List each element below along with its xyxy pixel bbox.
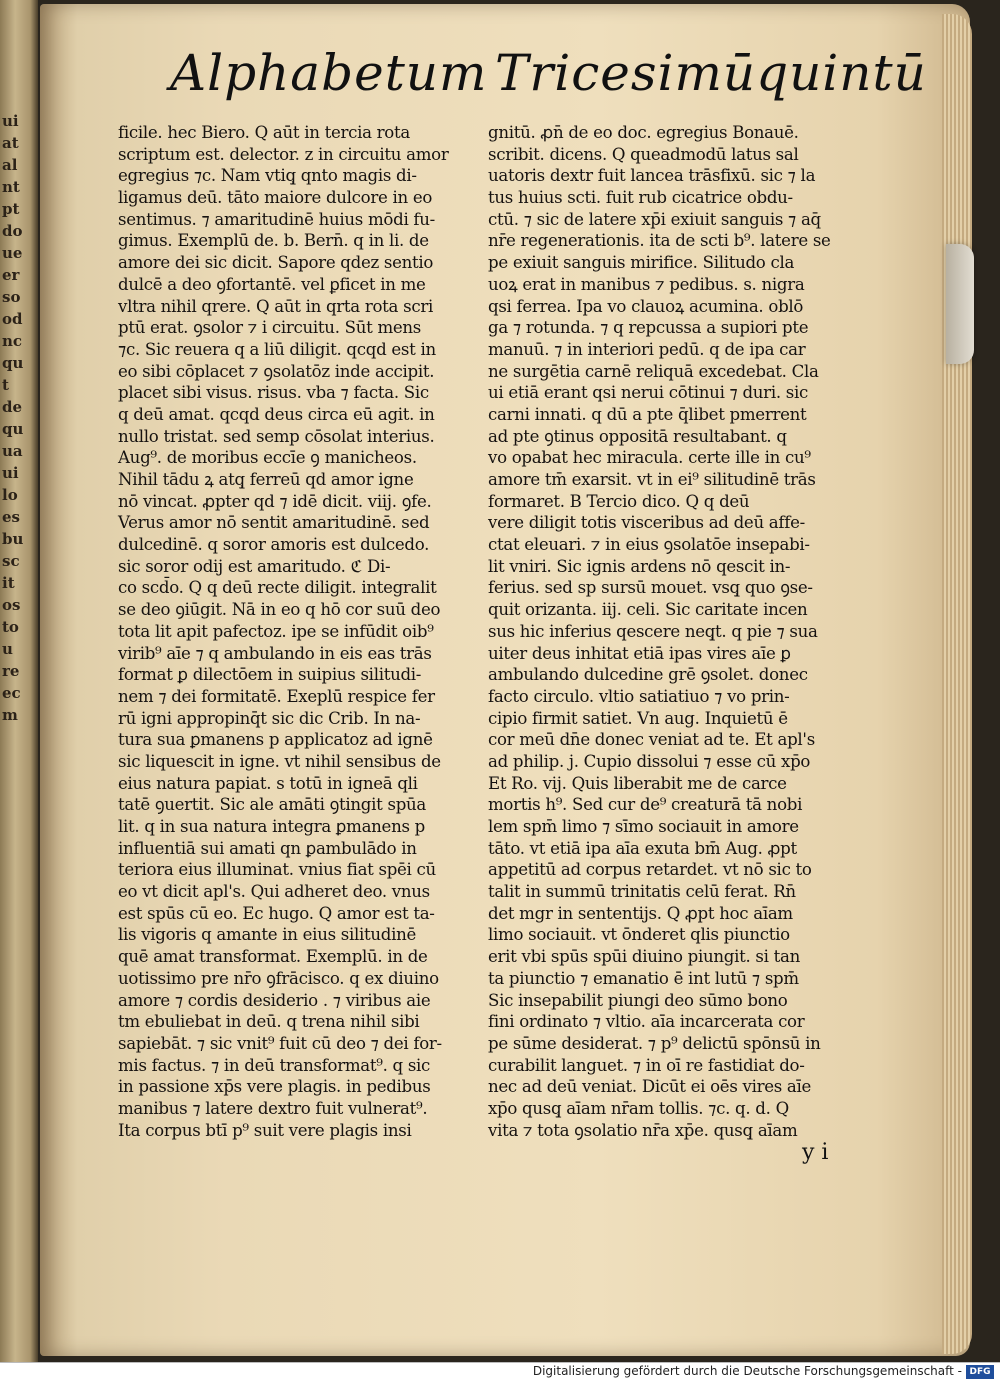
text-line: sic liquescit in igne. vt nihil sensibus de (118, 751, 441, 771)
text-line: vltra nihil qrere. Q aūt in qrta rota scri (118, 296, 433, 316)
text-line: scriptum est. delector. z in circuitu amor (118, 144, 449, 164)
left-text-column (118, 122, 468, 1141)
text-line: Verus amor nō sentit amaritudinē. sed (118, 513, 430, 533)
text-line: uatoris dextr fuit lancea trāsfixū. sic ⁊ la (488, 166, 816, 186)
text-line: gimus. Exemplū de. b. Bern̄. q in li. de (118, 231, 429, 251)
text-line: nō vincat. ꝓpter qd ⁊ idē dicit. viij. ꝯfe. (118, 491, 432, 511)
book-page (40, 4, 970, 1356)
text-line: uoꝝ erat in manibus ⁊ pedibus. s. nigra (488, 274, 805, 294)
text-line: ctū. ⁊ sic de latere xp̄i exiuit sanguis ⁊ aq̄ (488, 209, 821, 229)
text-line: ptū erat. ꝯsolor ⁊ i circuitu. Sūt mens (118, 318, 421, 338)
text-line: est spūs cū eo. Ec hugo. Q amor est ta- (118, 903, 435, 923)
text-line: xp̄o qusq̧ aīam nr̄am tollis. ⁊c. q. d. Q (488, 1098, 789, 1118)
text-line: Aug⁹. de moribus eccīe ꝯ manicheos. (118, 448, 417, 468)
text-line: tus huius scti. fuit rub cicatrice obdu- (488, 188, 793, 208)
text-line: format ꝑ dilectōem in suipius silitudi- (118, 665, 422, 685)
text-line: Nihil tādu ꝝ atq̧ ferreū qd amor igne (118, 470, 414, 489)
text-line: tura sua ꝑmanens p applicatoz ad ignē (118, 730, 433, 750)
text-line: pe sūme desiderat. ⁊ p⁹ delictū spōnsū in (488, 1033, 821, 1053)
text-line: ambulando dulcedine grē ꝯsolet. donec (488, 665, 808, 685)
text-line: uotissimo pre nr̄o ꝯfrācisco. q ex diuino (118, 968, 439, 988)
text-line: facto circulo. vltio satiatiuo ⁊ vo prin- (488, 686, 790, 706)
text-line: Sic insepabilit piungi deo sūmo bono (488, 990, 788, 1010)
text-line: ferius. sed sp sursū mouet. vsq̧ quo ꝯse- (488, 578, 813, 598)
text-line: influentiā sui amati qn ꝑambulādo in (118, 838, 417, 858)
signature-mark: y i (802, 1140, 829, 1165)
running-heading-right: Tricesimūquintū (495, 44, 927, 102)
previous-page-text-fragments: ui at al nt pt do ue er so od nc qu t de qu ua ui lo es bu sc it os to u re ec m (2, 112, 24, 724)
text-line: mis factus. ⁊ in deū transformat⁹. q sic (118, 1055, 431, 1075)
text-line: ga ⁊ rotunda. ⁊ q repcussa a supiori pte (488, 318, 809, 338)
text-line: uiter deus inhitat etiā ipas vires aīe ꝑ (488, 643, 791, 663)
text-line: det mgr in sententijs. Q ꝓpt hoc aīam (488, 903, 793, 923)
text-line: ne surgētia carnē reliquā excedebat. Cla (488, 361, 819, 381)
text-line: Ita corpus btī p⁹ suit vere plagis insi (118, 1120, 412, 1140)
text-line: teriora eius illuminat. vnius fiat spēi cū (118, 860, 436, 880)
text-line: cor meū dn̄e donec veniat ad te. Et apl's (488, 730, 815, 750)
text-line: sapiebāt. ⁊ sic vnit⁹ fuit cū deo ⁊ dei for- (118, 1033, 442, 1053)
text-line: ui etiā erant qsi nerui cōtinui ⁊ duri. sic (488, 383, 808, 403)
text-line: rū igni appropinq̄t sic dic Crib. In na- (118, 708, 421, 728)
text-line: amore ⁊ cordis desiderio . ⁊ viribus aie (118, 990, 431, 1010)
bookmark-tab (946, 244, 974, 364)
text-line: manibus ⁊ latere dextro fuit vulnerat⁹. (118, 1098, 428, 1118)
text-line: nullo tristat. sed semp cōsolat interius. (118, 426, 435, 446)
text-line: Et Ro. vij. Quis liberabit me de carce (488, 773, 787, 793)
text-line: tota lit apit pafectoz. ipe se infūdit oib⁹ (118, 621, 434, 641)
text-line: manuū. ⁊ in interiori pedū. q de ipa car (488, 339, 806, 359)
text-line: curabilit languet. ⁊ in oī re fastidiat do- (488, 1055, 805, 1075)
text-line: quit orizanta. iij. celi. Sic caritate incen (488, 600, 808, 620)
text-line: ⁊c. Sic reuera q a liū diligit. qcqd est in (118, 339, 436, 359)
text-line: eo vt dicit apl's. Qui adheret deo. vnus (118, 882, 430, 902)
text-line: vere diligit totis visceribus ad deū affe- (488, 513, 805, 533)
text-line: amore dei sic dicit. Sapore qdez sentio (118, 253, 434, 273)
text-line: nem ⁊ dei formitatē. Exeplū respice fer (118, 686, 435, 706)
text-line: co scd̄o. Q q deū recte diligit. integralit (118, 578, 437, 598)
previous-page-edge (0, 0, 38, 1362)
text-line: ad pte ꝯtinus oppositā resultabant. q (488, 426, 787, 446)
text-line: erit vbi spūs spūi diuino piungit. si tan (488, 947, 800, 967)
text-line: sus hic inferius qescere neq̧t. q pie ⁊ sua (488, 621, 818, 641)
text-line: lit. q in sua natura integra ꝑmanens p (118, 817, 425, 836)
right-text-column (488, 122, 838, 1141)
dfg-logo: DFG (966, 1365, 994, 1379)
text-line: tatē ꝯuertit. Sic ale amāti ꝯtingit spūa (118, 795, 427, 815)
text-line: quē amat transformat. Exemplū. in de (118, 947, 428, 967)
text-line: sentimus. ⁊ amaritudinē huius mōdi fu- (118, 209, 435, 229)
page-edges (942, 14, 972, 1354)
text-line: dulcē a deo ꝯfortantē. vel ꝑficet in me (118, 274, 426, 294)
text-line: fini ordinato ⁊ vltio. aīa incarcerata cor (488, 1012, 805, 1032)
text-line: scribit. dicens. Q queadmodū latus sal (488, 144, 799, 164)
text-line: vita ⁊ tota ꝯsolatio nr̄a xp̄e. qusq̧ aīam (488, 1120, 798, 1140)
text-line: q deū amat. qcqd deus circa eū agit. in (118, 404, 435, 424)
text-line: ligamus deū. tāto maiore dulcore in eo (118, 188, 433, 208)
text-line: lem spm̄ limo ⁊ sīmo sociauit in amore (488, 817, 799, 836)
text-line: ficile. hec Biero. Q aūt in tercia rota (118, 123, 410, 142)
running-heading-left: Alphabetum (170, 44, 488, 102)
text-line: virib⁹ aīe ⁊ q ambulando in eis eas trās (118, 643, 432, 663)
footer-bar (0, 1362, 1000, 1382)
text-line: tm ebuliebat in deū. q trena nihil sibi (118, 1012, 420, 1032)
text-line: ta piunctio ⁊ emanatio ē int lutū ⁊ spm̄ (488, 968, 799, 988)
text-line: placet sibi visus. risus. vba ⁊ facta. Sic (118, 383, 429, 403)
text-line: in passione xp̄s vere plagis. in pedibus (118, 1077, 431, 1097)
text-line: eo sibi cōplacet ⁊ ꝯsolatōz inde accipit. (118, 361, 435, 381)
text-line: appetitū ad corpus retardet. vt nō sic to (488, 860, 812, 880)
text-line: vo opabat hec miracula. certe ille in cu⁹ (488, 448, 811, 468)
text-line: lis vigoris q amante in eius silitudinē (118, 925, 416, 945)
text-line: tāto. vt etiā ipa aīa exuta bm̄ Aug. ꝓpt (488, 838, 797, 858)
text-line: dulcedinē. q soror amoris est dulcedo. (118, 535, 430, 555)
text-line: sic soror odij est amaritudo. ℭ Di- (118, 556, 391, 576)
text-line: limo sociauit. vt ōnderet qlis piunctio (488, 925, 790, 945)
text-line: ad philip. j. Cupio dissolui ⁊ esse cū xp̄o (488, 751, 811, 771)
footer-credit: Digitalisierung gefördert durch die Deutsche Forschungsgemeinschaft - (532, 1364, 962, 1378)
text-line: ctat eleuari. ⁊ in eius ꝯsolatōe insepabi- (488, 535, 810, 555)
text-line: eius natura papiat. s totū in igneā qli (118, 773, 418, 793)
text-line: egregius ⁊c. Nam vtiq̧ qnto magis di- (118, 166, 417, 186)
text-line: cipio firmit satiet. Vn aug. Inquietū ē (488, 708, 788, 728)
text-line: formaret. B Tercio dico. Q q deū (488, 491, 750, 511)
text-line: se deo ꝯiūgit. Nā in eo q hō cor suū deo (118, 600, 441, 620)
text-line: nec ad deū veniat. Dicūt ei oēs vires aīe (488, 1077, 812, 1097)
text-line: talit in summū trinitatis celū ferat. Rn̄ (488, 882, 796, 902)
text-line: lit vniri. Sic ignis ardens nō qescit in- (488, 556, 791, 576)
text-line: pe exiuit sanguis mirifice. Silitudo cla (488, 253, 795, 273)
text-line: amore tm̄ exarsit. vt in ei⁹ silitudinē trās (488, 470, 816, 489)
text-line: qsi ferrea. Ipa vo clauoꝝ acumina. oblō (488, 296, 804, 316)
text-line: carni innati. q dū a pte q̄libet pmerrent (488, 404, 807, 424)
text-line: nr̄e regenerationis. ita de scti b⁹. latere se (488, 231, 831, 251)
text-line: mortis h⁹. Sed cur de⁹ creaturā tā nobi (488, 795, 803, 815)
text-line: gnitū. ꝓn̄ de eo doc. egregius Bonauē. (488, 123, 799, 142)
